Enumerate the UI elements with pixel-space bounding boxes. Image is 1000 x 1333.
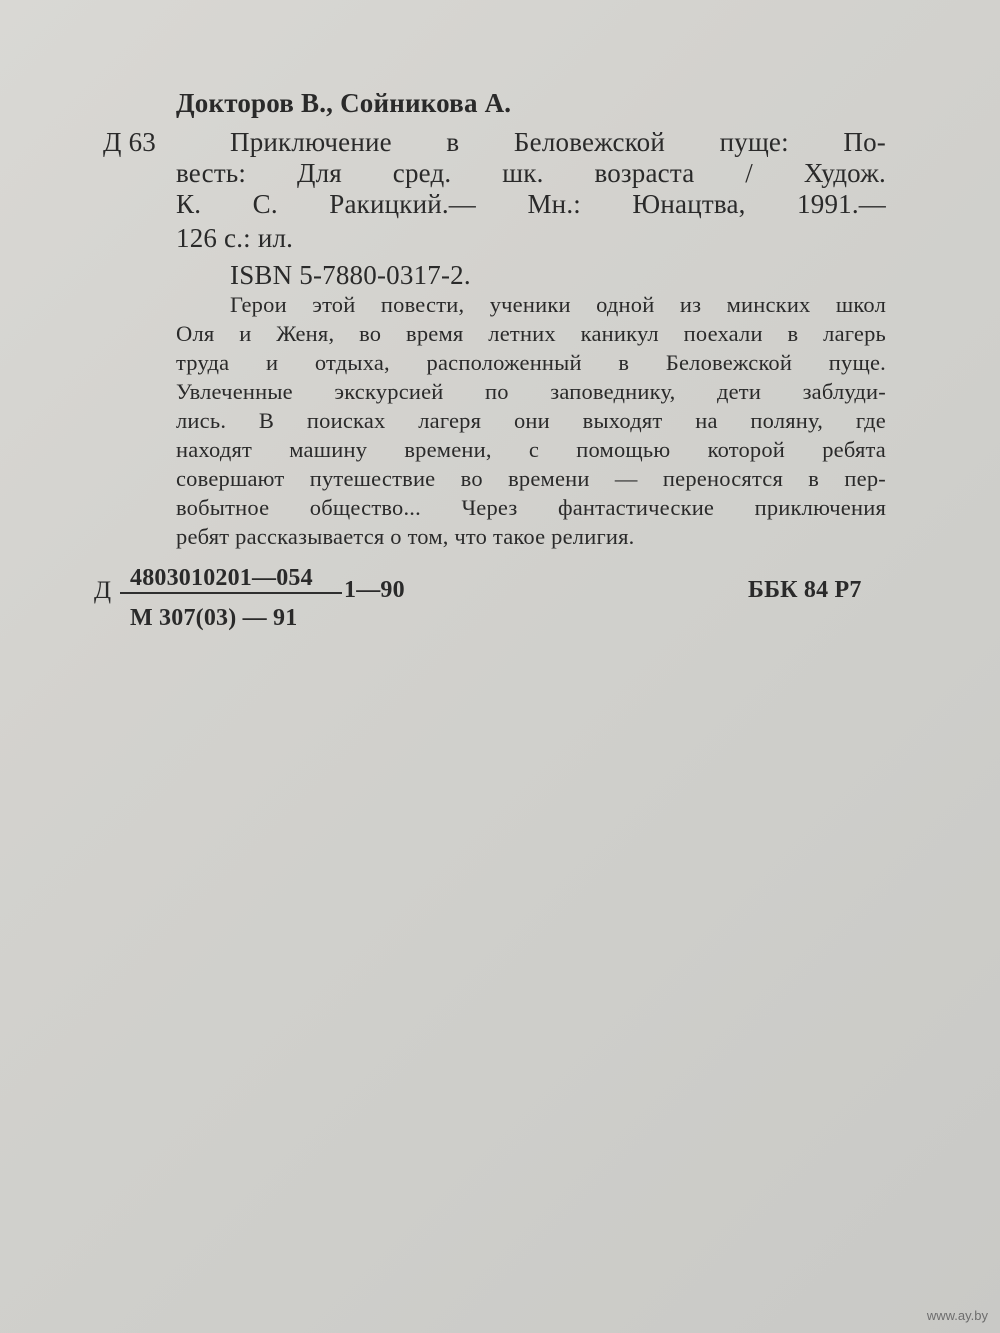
annotation-line-8: вобытное общество... Через фантастические приключения xyxy=(176,495,886,520)
authors: Докторов В., Сойникова А. xyxy=(176,88,512,118)
class-letter: Д xyxy=(94,577,112,604)
class-fraction-line xyxy=(120,592,342,594)
annotation-line-4: Увлеченные экскурсией по заповеднику, дети заблуди- xyxy=(176,379,886,404)
title-line-2: весть: Для сред. шк. возраста / Худож. xyxy=(176,158,886,188)
annotation-line-6: находят машину времени, с помощью которой ребята xyxy=(176,437,886,462)
annotation-line-1: Герои этой повести, ученики одной из минских школ xyxy=(230,292,886,317)
bbk-code: ББК 84 Р7 xyxy=(748,577,862,603)
title-line-4: 126 с.: ил. xyxy=(176,223,294,253)
isbn: ISBN 5-7880-0317-2. xyxy=(230,260,471,290)
title-line-1: Приключение в Беловежской пуще: По- xyxy=(230,127,886,157)
title-line-3: К. С. Ракицкий.— Мн.: Юнацтва, 1991.— xyxy=(176,189,886,219)
class-year-code: 1—90 xyxy=(344,577,405,603)
annotation-line-3: труда и отдыха, расположенный в Беловежской пуще. xyxy=(176,350,886,375)
catalog-index: Д 63 xyxy=(103,127,156,157)
annotation-line-5: лись. В поисках лагеря они выходят на поляну, где xyxy=(176,408,886,433)
class-numerator: 4803010201—054 xyxy=(130,565,313,591)
annotation-line-2: Оля и Женя, во время летних каникул поехали в лагерь xyxy=(176,321,886,346)
annotation-line-9: ребят рассказывается о том, что такое религия. xyxy=(176,524,635,549)
watermark: www.ay.by xyxy=(926,1308,988,1323)
class-denominator: М 307(03) — 91 xyxy=(130,605,298,631)
annotation-line-7: совершают путешествие во времени — переносятся в пер- xyxy=(176,466,886,491)
